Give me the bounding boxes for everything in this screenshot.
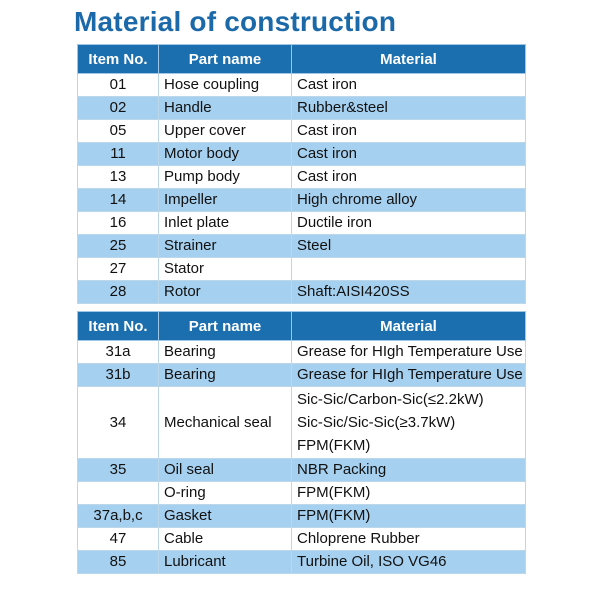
table-row bbox=[78, 459, 526, 482]
material: Cast iron bbox=[292, 143, 526, 166]
part-name: O-ring bbox=[159, 482, 292, 505]
item-no: 25 bbox=[78, 235, 159, 258]
material: NBR Packing bbox=[292, 459, 526, 482]
table-row bbox=[78, 482, 526, 505]
item-no: 13 bbox=[78, 166, 159, 189]
part-name: Lubricant bbox=[159, 551, 292, 574]
material: Ductile iron bbox=[292, 212, 526, 235]
item-no: 16 bbox=[78, 212, 159, 235]
table-row bbox=[78, 551, 526, 574]
item-no: 85 bbox=[78, 551, 159, 574]
table-row bbox=[78, 189, 526, 212]
material: Cast iron bbox=[292, 74, 526, 97]
item-no: 27 bbox=[78, 258, 159, 281]
table-row bbox=[78, 97, 526, 120]
material: Grease for HIgh Temperature Use bbox=[292, 341, 526, 364]
part-name: Rotor bbox=[159, 281, 292, 304]
part-name: Mechanical seal bbox=[159, 387, 292, 459]
material: Chloprene Rubber bbox=[292, 528, 526, 551]
header-item-no: Item No. bbox=[78, 312, 159, 341]
table-row bbox=[78, 387, 526, 459]
material: Steel bbox=[292, 235, 526, 258]
header-item-no: Item No. bbox=[78, 45, 159, 74]
material: Cast iron bbox=[292, 166, 526, 189]
material: FPM(FKM) bbox=[292, 482, 526, 505]
table-row bbox=[78, 166, 526, 189]
table-row bbox=[78, 281, 526, 304]
part-name: Impeller bbox=[159, 189, 292, 212]
material: High chrome alloy bbox=[292, 189, 526, 212]
table-row bbox=[78, 505, 526, 528]
item-no: 11 bbox=[78, 143, 159, 166]
table-row bbox=[78, 74, 526, 97]
part-name: Cable bbox=[159, 528, 292, 551]
table-row bbox=[78, 235, 526, 258]
table-row bbox=[78, 341, 526, 364]
table-row bbox=[78, 528, 526, 551]
header-part-name: Part name bbox=[159, 312, 292, 341]
part-name: Motor body bbox=[159, 143, 292, 166]
material: Cast iron bbox=[292, 120, 526, 143]
table-header-row bbox=[78, 45, 526, 74]
table-row bbox=[78, 143, 526, 166]
item-no: 05 bbox=[78, 120, 159, 143]
item-no: 35 bbox=[78, 459, 159, 482]
header-material: Material bbox=[292, 45, 526, 74]
part-name: Hose coupling bbox=[159, 74, 292, 97]
item-no: 31a bbox=[78, 341, 159, 364]
table-header-row bbox=[78, 312, 526, 341]
item-no: 37a,b,c bbox=[78, 505, 159, 528]
table-row bbox=[78, 364, 526, 387]
part-name: Handle bbox=[159, 97, 292, 120]
part-name: Bearing bbox=[159, 364, 292, 387]
part-name: Stator bbox=[159, 258, 292, 281]
item-no: 34 bbox=[78, 387, 159, 459]
material-line: Sic-Sic/Carbon-Sic(≤2.2kW) bbox=[297, 391, 484, 408]
material: Rubber&steel bbox=[292, 97, 526, 120]
part-name: Oil seal bbox=[159, 459, 292, 482]
item-no: 28 bbox=[78, 281, 159, 304]
part-name: Inlet plate bbox=[159, 212, 292, 235]
material: Turbine Oil, ISO VG46 bbox=[292, 551, 526, 574]
item-no: 14 bbox=[78, 189, 159, 212]
item-no bbox=[78, 482, 159, 505]
item-no: 02 bbox=[78, 97, 159, 120]
table-row bbox=[78, 120, 526, 143]
header-material: Material bbox=[292, 312, 526, 341]
page-title: Material of construction bbox=[74, 6, 397, 37]
material: Grease for HIgh Temperature Use bbox=[292, 364, 526, 387]
materials-table-1 bbox=[77, 44, 526, 304]
header-part-name: Part name bbox=[159, 45, 292, 74]
item-no: 31b bbox=[78, 364, 159, 387]
part-name: Upper cover bbox=[159, 120, 292, 143]
part-name: Pump body bbox=[159, 166, 292, 189]
material-line: Sic-Sic/Sic-Sic(≥3.7kW) bbox=[297, 414, 456, 431]
table-row bbox=[78, 212, 526, 235]
material: FPM(FKM) bbox=[292, 505, 526, 528]
part-name: Bearing bbox=[159, 341, 292, 364]
part-name: Strainer bbox=[159, 235, 292, 258]
material bbox=[292, 387, 526, 459]
table-row bbox=[78, 258, 526, 281]
material bbox=[292, 258, 526, 281]
item-no: 01 bbox=[78, 74, 159, 97]
material-line: FPM(FKM) bbox=[297, 437, 371, 454]
material: Shaft:AISI420SS bbox=[292, 281, 526, 304]
item-no: 47 bbox=[78, 528, 159, 551]
materials-table-2 bbox=[77, 311, 526, 574]
part-name: Gasket bbox=[159, 505, 292, 528]
